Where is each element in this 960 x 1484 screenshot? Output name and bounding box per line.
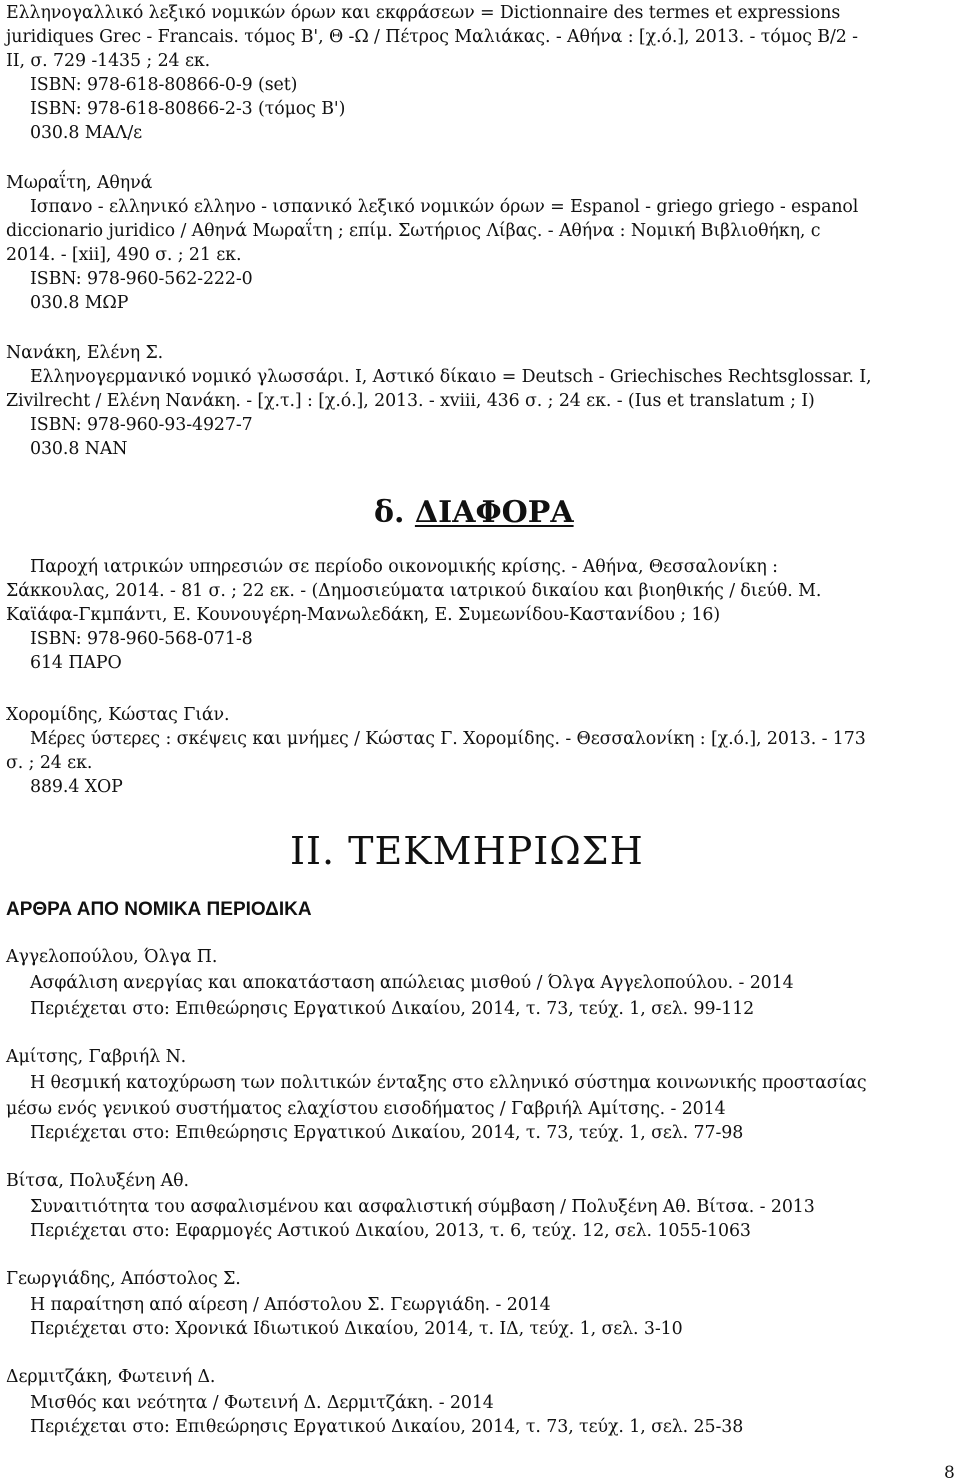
entry-source: Περιέχεται στο: Εφαρμογές Αστικού Δικαίου, 2013, τ. 6, τεύχ. 12, σελ. 1055-1063 bbox=[30, 1221, 751, 1241]
entry-description-line: Zivilrecht / Ελένη Νανάκη. - [χ.τ.] : [χ.ό.], 2013. - xviii, 436 σ. ; 24 εκ. - (Ius et translatum ; I) bbox=[6, 391, 815, 411]
entry-description-line: ΙΙ, σ. 729 -1435 ; 24 εκ. bbox=[6, 51, 211, 71]
entry-title-line: Η παραίτηση από αίρεση / Απόστολου Σ. Γεωργιάδη. - 2014 bbox=[30, 1295, 551, 1315]
entry-description-line: Καϊάφα-Γκμπάντι, Ε. Κουνουγέρη-Μανωλεδάκη, Ε. Συμεωνίδου-Καστανίδου ; 16) bbox=[6, 605, 721, 625]
entry-title-line: Παροχή ιατρικών υπηρεσιών σε περίοδο οικονομικής κρίσης. - Αθήνα, Θεσσαλονίκη : bbox=[30, 557, 778, 577]
entry-title-line: Μέρες ύστερες : σκέψεις και μνήμες / Κώστας Γ. Χορομίδης. - Θεσσαλονίκη : [χ.ό.], 2013. - 173 bbox=[30, 729, 866, 749]
entry-description-line: juridiques Grec - Francais. τόμος Β', Θ -Ω / Πέτρος Μαλιάκας. - Αθήνα : [χ.ό.], 2013. - τόμος Β/2 - bbox=[6, 27, 858, 47]
entry-title-line: Συναιτιότητα του ασφαλισμένου και ασφαλιστική σύμβαση / Πολυξένη Αθ. Βίτσα. - 2013 bbox=[30, 1197, 815, 1217]
section-heading-misc bbox=[374, 496, 574, 530]
entry-isbn: ISBN: 978-618-80866-2-3 (τόμος Β') bbox=[30, 99, 346, 119]
entry-description-line: μέσω ενός γενικού συστήματος ελαχίστου εισοδήματος / Γαβριήλ Αμίτσης. - 2014 bbox=[6, 1099, 726, 1119]
section-heading-documentation: ΙΙ. ΤΕΚΜΗΡΙΩΣΗ bbox=[290, 829, 644, 873]
entry-author: Χορομίδης, Κώστας Γιάν. bbox=[6, 705, 230, 725]
entry-title-line: Μισθός και νεότητα / Φωτεινή Δ. Δερμιτζάκη. - 2014 bbox=[30, 1393, 494, 1413]
entry-author: Νανάκη, Ελένη Σ. bbox=[6, 343, 164, 363]
entry-description-line: Σάκκουλας, 2014. - 81 σ. ; 22 εκ. - (Δημοσιεύματα ιατρικού δικαίου και βιοηθικής / διεύθ. Μ. bbox=[6, 581, 822, 601]
entry-author: Αμίτσης, Γαβριήλ Ν. bbox=[6, 1047, 187, 1067]
entry-author: Βίτσα, Πολυξένη Αθ. bbox=[6, 1171, 189, 1191]
entry-classification: 030.8 ΜΑΛ/ε bbox=[30, 123, 143, 143]
entry-author: Δερμιτζάκη, Φωτεινή Δ. bbox=[6, 1367, 216, 1387]
entry-classification: 614 ΠΑΡΟ bbox=[30, 653, 122, 673]
entry-title-line: Ελληνογερμανικό νομικό γλωσσάρι. I, Αστικό δίκαιο = Deutsch - Griechisches Rechtsglossar. I, bbox=[30, 367, 872, 387]
entry-isbn: ISBN: 978-960-562-222-0 bbox=[30, 269, 253, 289]
entry-author: Μωραΐτη, Αθηνά bbox=[6, 173, 153, 193]
entry-classification: 889.4 ΧΟΡ bbox=[30, 777, 123, 797]
page-number: 8 bbox=[944, 1463, 955, 1483]
section-heading-title: ΔΙΑΦΟΡΑ bbox=[414, 495, 574, 530]
section-heading-prefix: δ. bbox=[374, 495, 415, 530]
entry-source: Περιέχεται στο: Επιθεώρησις Εργατικού Δικαίου, 2014, τ. 73, τεύχ. 1, σελ. 25-38 bbox=[30, 1417, 744, 1437]
entry-description-line: σ. ; 24 εκ. bbox=[6, 753, 93, 773]
entry-isbn: ISBN: 978-618-80866-0-9 (set) bbox=[30, 75, 298, 95]
section-heading-articles: ΑΡΘΡΑ ΑΠΟ ΝΟΜΙΚΑ ΠΕΡΙΟΔΙΚΑ bbox=[6, 899, 312, 920]
entry-description-line: diccionario juridico / Αθηνά Μωραΐτη ; επίμ. Σωτήριος Λίβας. - Αθήνα : Νομική Βιβλιοθήκη, c bbox=[6, 221, 821, 241]
entry-classification: 030.8 ΝΑΝ bbox=[30, 439, 128, 459]
entry-title-line: Ασφάλιση ανεργίας και αποκατάσταση απώλειας μισθού / Όλγα Αγγελοπούλου. - 2014 bbox=[30, 973, 794, 993]
entry-title-line: Ισπανο - ελληνικό ελληνο - ισπανικό λεξικό νομικών όρων = Espanol - griego griego - espanol bbox=[30, 197, 859, 217]
entry-author: Γεωργιάδης, Απόστολος Σ. bbox=[6, 1269, 241, 1289]
entry-description-line: 2014. - [xii], 490 σ. ; 21 εκ. bbox=[6, 245, 242, 265]
entry-source: Περιέχεται στο: Χρονικά Ιδιωτικού Δικαίου, 2014, τ. ΙΔ, τεύχ. 1, σελ. 3-10 bbox=[30, 1319, 683, 1339]
entry-isbn: ISBN: 978-960-93-4927-7 bbox=[30, 415, 253, 435]
entry-title-line: Ελληνογαλλικό λεξικό νομικών όρων και εκφράσεων = Dictionnaire des termes et expressions bbox=[6, 3, 841, 23]
entry-author: Αγγελοπούλου, Όλγα Π. bbox=[6, 947, 218, 967]
entry-isbn: ISBN: 978-960-568-071-8 bbox=[30, 629, 253, 649]
entry-classification: 030.8 ΜΩΡ bbox=[30, 293, 129, 313]
entry-source: Περιέχεται στο: Επιθεώρησις Εργατικού Δικαίου, 2014, τ. 73, τεύχ. 1, σελ. 77-98 bbox=[30, 1123, 744, 1143]
entry-source: Περιέχεται στο: Επιθεώρησις Εργατικού Δικαίου, 2014, τ. 73, τεύχ. 1, σελ. 99-112 bbox=[30, 999, 755, 1019]
entry-title-line: Η θεσμική κατοχύρωση των πολιτικών ένταξης στο ελληνικό σύστημα κοινωνικής προστασίας bbox=[30, 1073, 867, 1093]
